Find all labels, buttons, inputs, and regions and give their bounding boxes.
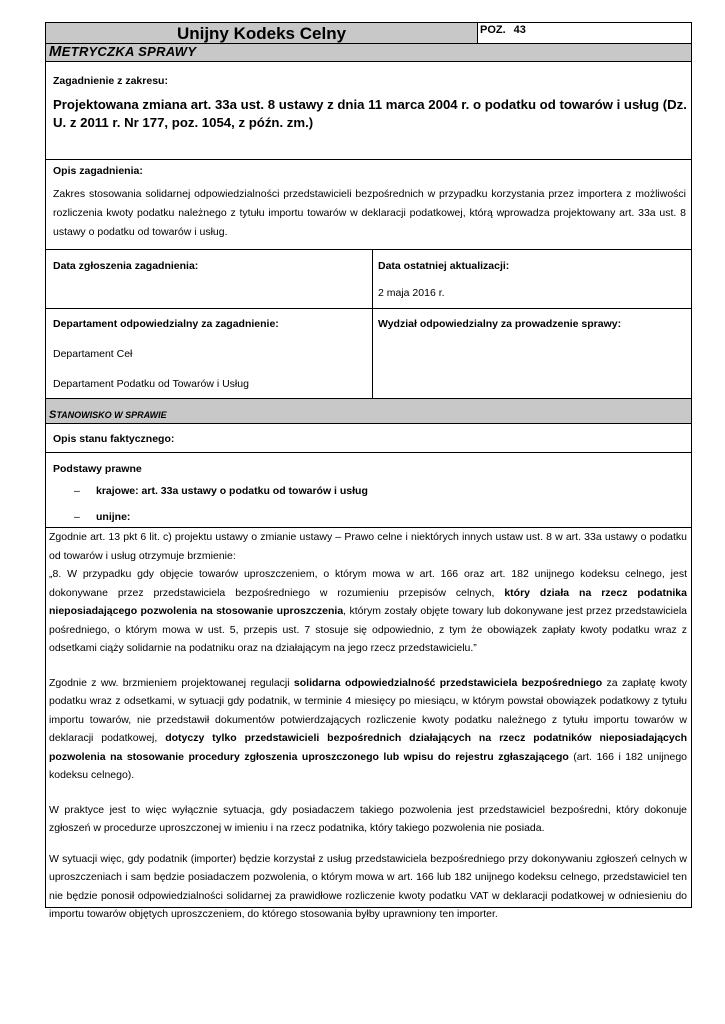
zagadnienie-text: Projektowana zmiana art. 33a ust. 8 ustawy z dnia 11 marca 2004 r. o podatku od towarów i usług (Dz. U. z 2011 r. Nr 177, poz. 1054, z późn. zm.)	[53, 97, 687, 130]
body-p2-part-c: , którym zostały objęte towary lub dokonywane jest przez przedstawiciela pośredniego, o którym mowa w ust. 5, przepis ust. 7 stosuje się odpowiednio, z tym że obowiązek zapłaty kwoty podatku wraz z odsetkami ciąży solidarnie na podatniku oraz na działającym na jego rzecz przedstawicielu.”	[49, 605, 687, 654]
zagadnienie-row	[46, 62, 691, 160]
podstawy-unijne: unijne:	[96, 511, 131, 523]
dates-divider	[372, 250, 373, 308]
document-form	[45, 22, 692, 920]
section-stanowisko-initial: S	[49, 409, 57, 421]
body-paragraph-5: W sytuacji więc, gdy podatnik (importer) będzie korzystał z usług przedstawiciela bezpośredniego przy dokonywaniu zgłoszeń celnych w uproszczeniach i sam będzie posiadaczem pozwolenia, o którym mowa w art. 166 lub 182 unijnego kodeksu celnego, przedstawiciel ten nie będzie ponosił odpowiedzialności solidarnej za prawidłowe rozliczenie kwoty podatku VAT w deklaracji podatkowej w odniesieniu do importu towarów objętych uproszczeniem, do którego stosowania byłby uprawniony ten importer.	[49, 852, 687, 920]
zagadnienie-label: Zagadnienie z zakresu:	[53, 75, 168, 87]
position-label: POZ.	[480, 24, 506, 36]
podstawy-krajowe: krajowe: art. 33a ustawy o podatku od towarów i usług	[96, 485, 368, 497]
departament-divider	[372, 309, 373, 398]
section-metryczka-header	[46, 44, 691, 62]
section-metryczka-rest: ETRYCZKA SPRAWY	[61, 44, 197, 59]
departament-value-2: Departament Podatku od Towarów i Usług	[53, 378, 249, 390]
body-paragraph-2	[49, 565, 687, 658]
bullet-dash-icon: –	[74, 511, 80, 523]
podstawy-label: Podstawy prawne	[53, 463, 142, 475]
podstawy-row	[46, 453, 691, 920]
body-paragraph-1: Zgodnie art. 13 pkt 6 lit. c) projektu ustawy o zmianie ustawy – Prawo celne i niektórych innych ustaw ust. 8 w art. 33a ustawy o podatku od towarów i usług otrzymuje brzmienie:	[49, 531, 687, 562]
body-p3-part-c: za zapłatę kwoty podatku wraz z odsetkami, w sytuacji gdy podatnik, w terminie 4 miesięcy po miesiącu, w którym powstał obowiązek podatkowy z tytułu importu towarów, nie przedstawił dokumentów potwierdzających rozliczenie kwoty podatku należnego z tytułu importu towarów w deklaracji podatkowej,	[49, 676, 688, 744]
opis-row	[46, 160, 691, 250]
spacer	[49, 838, 687, 850]
body-paragraph-3	[49, 674, 687, 785]
departament-label: Departament odpowiedzialny za zagadnienie:	[53, 318, 279, 330]
position-number	[480, 23, 526, 37]
departament-row	[46, 309, 691, 399]
section-stanowisko-header	[46, 399, 691, 424]
spacer	[49, 658, 687, 674]
dates-row	[46, 250, 691, 309]
wydzial-label: Wydział odpowiedzialny za prowadzenie sprawy:	[378, 318, 622, 330]
date-reported-label: Data zgłoszenia zagadnienia:	[53, 260, 199, 272]
body-paragraph-4: W praktyce jest to więc wyłącznie sytuacja, gdy posiadaczem takiego pozwolenia jest przedstawiciel bezpośredni, który dokonuje zgłoszeń w procedurze uproszczonej w imieniu i na rzecz podatnika, który takiego pozwolenia nie posiada.	[49, 803, 687, 834]
section-stanowisko-rest: TANOWISKO W SPRAWIE	[56, 410, 167, 420]
date-updated-label: Data ostatniej aktualizacji:	[378, 260, 510, 272]
section-metryczka-initial: M	[49, 43, 62, 60]
opis-label: Opis zagadnienia:	[53, 165, 143, 177]
opis-text: Zakres stosowania solidarnej odpowiedzialności przedstawicieli bezpośrednich w przypadku korzystania przez importera z możliwości rozliczenia kwoty podatku należnego z tytułu importu towarów w deklaracji podatkowej, którą wprowadza projektowany art. 33a ust. 8 ustawy o podatku od towarów i usług.	[53, 188, 686, 238]
opis-stanu-label: Opis stanu faktycznego:	[53, 433, 175, 445]
spacer	[49, 785, 687, 801]
body-text	[49, 528, 687, 924]
body-p3-bold-2: dotyczy tylko przedstawicieli bezpośrednich działających na rzecz podatników nieposiadających pozwolenia na stosowanie procedury zgłoszenia uproszczonego lub wpisu do rejestru zgłaszającego	[49, 732, 687, 763]
body-p3-part-e: (art. 166 i 182 unijnego kodeksu celnego).	[49, 750, 687, 781]
bullet-dash-icon: –	[74, 485, 80, 497]
date-updated-value: 2 maja 2016 r.	[378, 287, 445, 299]
title-row	[46, 23, 691, 44]
opis-stanu-row	[46, 424, 691, 453]
body-p2-part-a: „8. W przypadku gdy objęcie towarów uproszczeniem, o którym mowa w art. 166 oraz art. 182 unijnego kodeksu celnego, jest dokonywane przez przedstawiciela bezpośredniego w rozumieniu przepisów celnych,	[49, 568, 687, 599]
body-p3-part-a: Zgodnie z ww. brzmieniem projektowanej regulacji	[49, 676, 294, 689]
departament-value-1: Departament Ceł	[53, 348, 133, 360]
position-value: 43	[513, 24, 526, 36]
body-p3-bold-1: solidarna odpowiedzialność przedstawiciela bezpośredniego	[293, 676, 603, 689]
body-p2-bold: który działa na rzecz podatnika nieposiadającego pozwolenia na stosowanie uproszczenia	[49, 586, 687, 617]
document-title: Unijny Kodeks Celny	[46, 23, 478, 43]
